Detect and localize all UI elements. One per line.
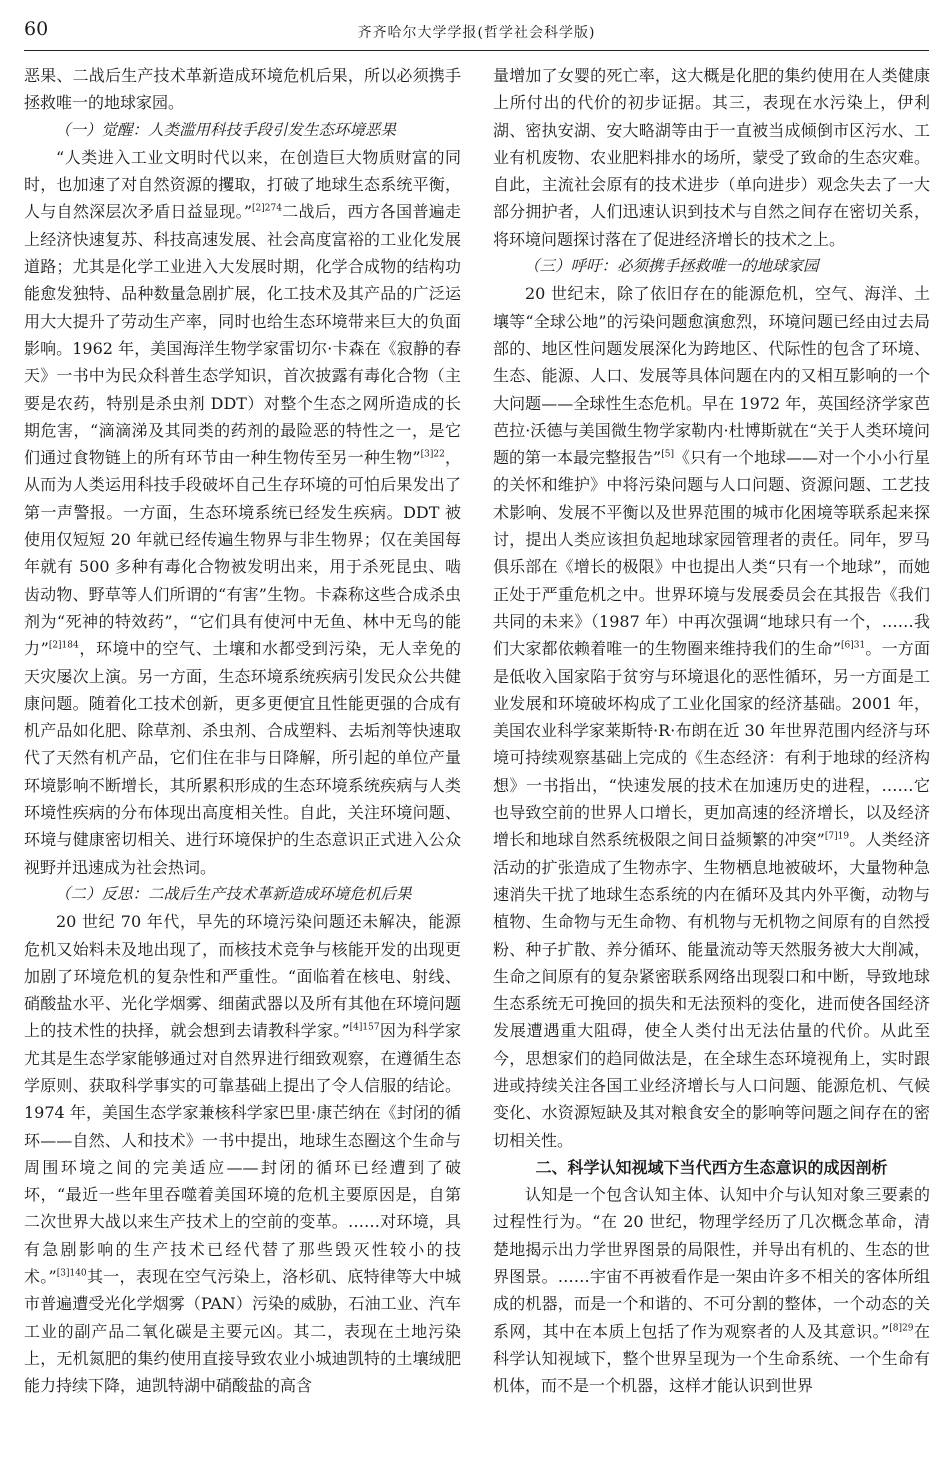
paragraph: “人类进入工业文明时代以来，在创造巨大物质财富的同时，也加速了对自然资源的攫取，打破了地球生态系统平衡，人与自然深层次矛盾日益显现。”$^{[2]274}$二战后，西方各国普遍走上经济快速复苏、科技高速发展、社会高度富裕的工业化发展道路；尤其是化学工业进入大发展时期，化学合成物的结构功能愈发独特、品种数量急剧扩展，化工技术及其产品的广泛运用大大提升了劳动生产率，同时也给生态环境带来巨大的负面影响。1962 年，美国海洋生物学家雷切尔·卡森在《寂静的春天》一书中为民众科普生态学知识，首次披露有毒化合物（主要是农药，特别是杀虫剂 DDT）对整个生态之网所造成的长期危害，“滴滴涕及其同类的药剂的最险恶的特性之一，是它们通过食物链上的所有环节由一种生物传至另一种生物”$^{[3]22}$，从而为人类运用科技手段破坏自己生存环境的可怕后果发出了第一声警报。一方面，生态环境系统已经发生疾病。DDT 被使用仅短短 20 年就已经传遍生物界与非生物界；仅在美国每年就有 500 多种有毒化合物被发明出来，用于杀死昆虫、啮齿动物、野草等人们所谓的“有害”生物。卡森称这些合成杀虫剂为“死神的特效药”，“它们具有使河中无鱼、林中无鸟的能力”$^{[2]184}$，环境中的空气、土壤和水都受到污染，无人幸免的天灾屡次上演。另一方面，生态环境系统疾病引发民众公共健康问题。随着化工技术创新，更多更便宜且性能更强的合成有机产品如化肥、除草剂、杀虫剂、合成塑料、去垢剂等快速取代了天然有机产品，它们住在非与日降解，所引起的单位产量环境影响不断增长，其所累积形成的生态环境系统疾病与人类环境性疾病的分布体现出高度相关性。自此，关注环境问题、环境与健康密切相关、进行环境保护的生态意识正式进入公众视野并迅速成为社会热词。 [24,147,461,877]
citation: [4]157 [349,1023,380,1034]
citation: [8]29 [889,1323,914,1334]
header-rule [24,50,929,51]
left-column [24,62,461,1400]
paragraph: 恶果、二战后生产技术革新造成环境危机后果，所以必须携手拯救唯一的地球家园。 [24,66,461,113]
subsection-heading-2: （二）反思：二战后生产技术革新造成环境危机后果 [55,884,412,903]
paragraph: 20 世纪 70 年代，早先的环境污染问题还未解决，能源危机又始料未及地出现了，而核技术竞争与核能开发的出现更加剧了环境危机的复杂性和严重性。“面临着在核电、射线、硝酸盐水平、光化学烟雾、细菌武器以及所有其他在环境问题上的技术性的抉择，就会想到去请教科学家。”$^{[4]157}$因为科学家尤其是生态学家能够通过对自然界进行细致观察，在遵循生态学原则、获取科学事实的可靠基础上提出了令人信服的结论。1974 年，美国生态学家兼核科学家巴里·康芒纳在《封闭的循环——自然、人和技术》一书中提出，地球生态圈这个生命与周围环境之间的完美适应——封闭的循环已经遭到了破坏，“最近一些年里吞噬着美国环境的危机主要原因是，自第二次世界大战以来生产技术上的空前的变革。……对环境，具有急剧影响的生产技术已经代替了那些毁灭性较小的技术。”$^{[3]140}$其一，表现在空气污染上，洛杉矶、底特律等大中城市普遍遭受光化学烟雾（PAN）污染的威胁，石油工业、汽车工业的副产品二氧化碳是主要元凶。其二，表现在土地污染上，无机氮肥的集约使用直接导致农业小城迪凯特的土壤绒肥能力持续下降，迪凯特湖中硝酸盐的高含 [24,912,461,1396]
page-number: 60 [24,18,49,40]
citation: [3]22 [420,449,445,460]
right-column [493,62,930,1400]
citation: [6]31 [841,640,866,651]
subsection-heading-1: （一）觉醒：人类滥用科技手段引发生态环境恶果 [55,120,397,139]
paragraph: 20 世纪末，除了依旧存在的能源危机，空气、海洋、土壤等“全球公地”的污染问题愈演愈烈，环境问题已经由过去局部的、地区性问题发展深化为跨地区、代际性的包含了环境、生态、能源、人口、发展等具体问题在内的又相互影响的一个大问题——全球性生态危机。早在 1972 年，英国经济学家芭芭拉·沃德与美国微生物学家勒内·杜博斯就在“关于人类环境问题的第一本最完整报告”[5]《只有一个地球——对一个小小行星的关怀和维护》中将污染问题与人口问题、资源问题、工艺技术影响、发展不平衡以及世界范围的城市化困境等联系起来探讨，提出人类应该担负起地球家园管理者的责任。同年，罗马俱乐部在《增长的极限》中也提出人类“只有一个地球”，而她正处于严重危机之中。世界环境与发展委员会在其报告《我们共同的未来》（1987 年）中再次强调“地球只有一个，……我们大家都依赖着唯一的生物圈来维持我们的生命”$^{[6]31}$。一方面是低收入国家陷于贫穷与环境退化的恶性循环，另一方面是工业发展和环境破坏构成了工业化国家的经济基础。2001 年，美国农业科学家莱斯特·R·布朗在近 30 年世界范围内经济与环境可持续观察基础上完成的《生态经济：有利于地球的经济构想》一书指出，“快速发展的技术在加速历史的进程，……它也导致空前的世界人口增长，更加高速的经济增长，以及经济增长和地球自然系统极限之间日益频繁的冲突”$^{[7]19}$。人类经济活动的扩张造成了生物赤字、生物栖息地被破坏，大量物种急速消失干扰了地球生态系统的内在循环及其内外平衡，动物与植物、生命物与无生命物、有机物与无机物之间原有的自然授粉、种子扩散、养分循环、能量流动等天然服务被大大削减，生命之间原有的复杂紧密联系网络出现裂口和中断，导致地球生态系统无可挽回的损失和无法预料的变化，进而使各国经济发展遭遇重大阻碍，使全人类付出无法估量的代价。从此至今，思想家们的趋同做法是，在全球生态环境视角上，实时跟进或持续关注各国工业经济增长与人口问题、能源危机、气候变化、水资源短缺及其对粮食安全的影响等问题之间存在的密切相关性。 [493,284,930,1150]
page-header [24,14,929,48]
subsection-heading-3: （三）呼吁：必须携手拯救唯一的地球家园 [524,257,819,276]
citation: [3]140 [56,1268,87,1279]
paragraph: 量增加了女婴的死亡率，这大概是化肥的集约使用在人类健康上所付出的代价的初步证据。其三，表现在水污染上，伊利湖、密执安湖、安大略湖等由于一直被当成倾倒市区污水、工业有机废物、农业肥料排水的场所，蒙受了致命的生态灾难。自此，主流社会原有的技术进步（单向进步）观念失去了一大部分拥护者，人们迅速认识到技术与自然之间存在密切关系，将环境问题探讨落在了促进经济增长的技术之上。 [493,66,930,249]
journal-title: 齐齐哈尔大学学报(哲学社会科学版) [357,25,596,41]
section-heading-2: 二、科学认知视域下当代西方生态意识的成因剖析 [535,1157,888,1177]
citation: [2]184 [48,640,79,651]
citation: [5] [661,449,674,460]
citation: [7]19 [824,831,850,842]
citation: [2]274 [252,204,282,215]
paragraph: 认知是一个包含认知主体、认知中介与认知对象三要素的过程性行为。“在 20 世纪，物理学经历了几次概念革命，清楚地揭示出力学世界图景的局限性，并导出有机的、生态的世界图景。……宇宙不再被看作是一架由许多不相关的客体所组成的机器，而是一个和谐的、不可分割的整体，一个动态的关系网，其中在本质上包括了作为观察者的人及其意识。”$^{[8]29}$在科学认知视域下，整个世界呈现为一个生命系统、一个生命有机体，而不是一个机器，这样才能认识到世界 [493,1185,930,1396]
